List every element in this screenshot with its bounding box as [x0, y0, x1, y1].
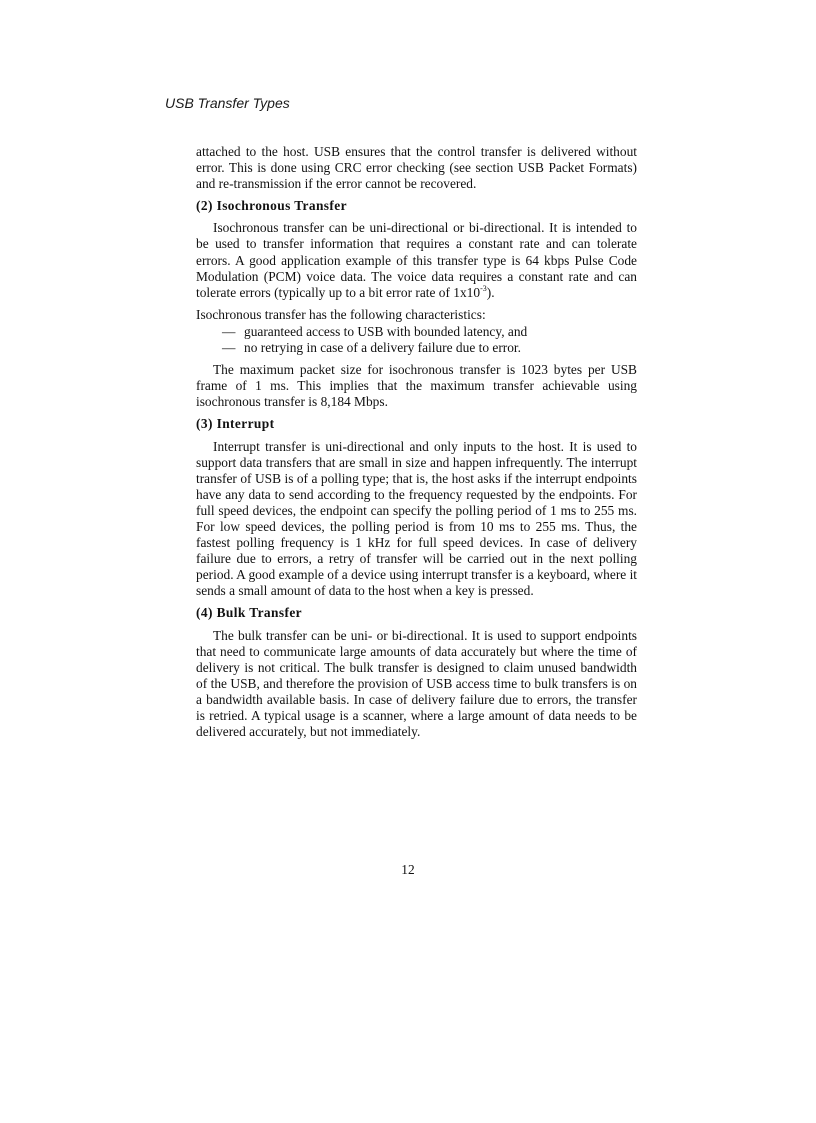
dash-bullet-icon: —	[222, 323, 236, 339]
dash-bullet-icon: —	[222, 340, 236, 356]
list-item	[196, 324, 637, 340]
isochronous-paragraph-end: ).	[486, 284, 495, 300]
section-number: (2)	[196, 198, 213, 214]
running-header: USB Transfer Types	[165, 95, 290, 111]
section-title: Bulk Transfer	[216, 605, 303, 621]
interrupt-paragraph: Interrupt transfer is uni-directional and only inputs to the host. It is used to support data transfers that are small in size and happen infrequently. The interrupt transfer of USB is of a polling type; that is, the host asks if the interrupt endpoints have any data to send according to the frequency requested by the endpoints. For full speed devices, the endpoint can specify the polling period of 1 ms to 255 ms. For low speed devices, the polling period is from 10 ms to 255 ms. Thus, the fastest polling frequency is 1 kHz for full speed devices. In case of delivery failure due to errors, a retry of transfer will be carried out in the next polling period. A good example of a device using interrupt transfer is a keyboard, where it sends a small amount of data to the host when a key is pressed.	[196, 438, 638, 599]
section-number: (3)	[196, 416, 213, 432]
list-item-text: no retrying in case of a delivery failure due to error.	[244, 340, 521, 356]
section-heading-isochronous	[196, 198, 637, 214]
section-title: Interrupt	[216, 416, 275, 432]
isochronous-paragraph-text: Isochronous transfer can be uni-directional or bi-directional. It is intended to be used to transfer information that requires a constant rate and can tolerate errors. A good application example of this transfer type is 64 kbps Pulse Code Modulation (PCM) voice data. The voice data requires a constant rate and can tolerate errors (typically up to a bit error rate of 1x10	[196, 220, 637, 300]
characteristics-list	[196, 324, 637, 356]
section-number: (4)	[196, 605, 213, 621]
list-item-text: guaranteed access to USB with bounded latency, and	[244, 323, 528, 339]
section-title: Isochronous Transfer	[216, 198, 347, 214]
section-heading-interrupt	[196, 416, 637, 432]
body-text	[196, 144, 637, 746]
packet-size-paragraph: The maximum packet size for isochronous transfer is 1023 bytes per USB frame of 1 ms. This implies that the maximum transfer achievable using isochronous transfer is 8,184 Mbps.	[196, 362, 637, 410]
intro-paragraph: attached to the host. USB ensures that the control transfer is delivered without error. This is done using CRC error checking (see section USB Packet Formats) and re-transmission if the error cannot be recovered.	[196, 144, 637, 192]
list-item	[196, 340, 637, 356]
isochronous-paragraph	[196, 220, 637, 300]
exponent: -3	[480, 283, 487, 293]
characteristics-intro: Isochronous transfer has the following characteristics:	[196, 306, 486, 322]
bulk-paragraph: The bulk transfer can be uni- or bi-directional. It is used to support endpoints that need to communicate large amounts of data accurately but where the time of delivery is not critical. The bulk transfer is designed to claim unused bandwidth of the USB, and therefore the provision of USB access time to bulk transfers is on a bandwidth available basis. In case of delivery failure due to errors, the transfer is retried. A typical usage is a scanner, where a large amount of data needs to be delivered accurately, but not immediately.	[196, 627, 637, 740]
page-number: 12	[401, 862, 415, 877]
section-heading-bulk	[196, 605, 637, 621]
